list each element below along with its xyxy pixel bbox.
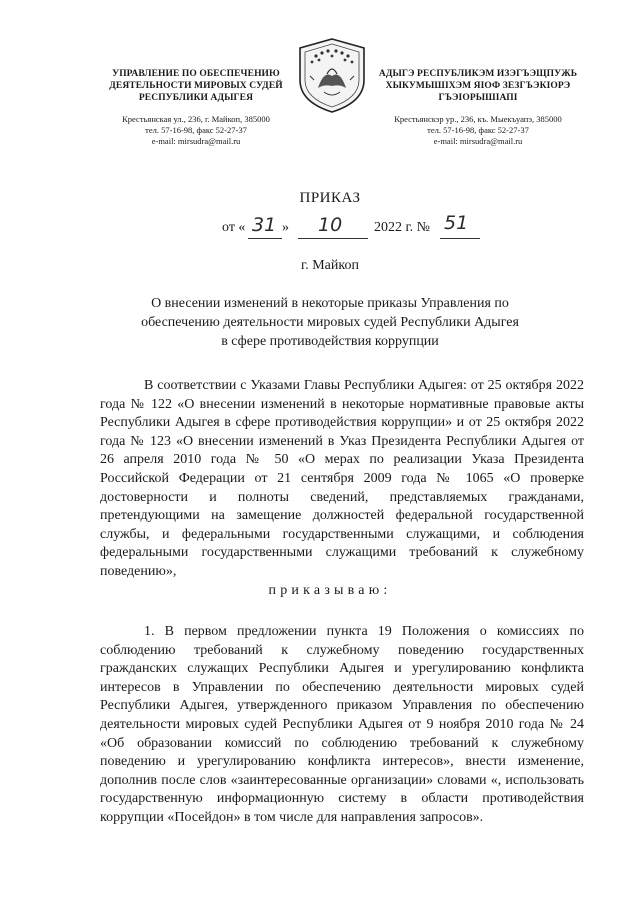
date-number-line [222, 212, 492, 240]
date-mid: » [282, 220, 289, 235]
phone-line: тел. 57-16-98, факс 52-27-37 [427, 125, 529, 135]
subject-line: обеспечению деятельности мировых судей Республики Адыгея [141, 315, 519, 330]
coat-of-arms-emblem [294, 36, 370, 114]
org-line: ДЕЯТЕЛЬНОСТИ МИРОВЫХ СУДЕЙ [109, 81, 283, 91]
phone-line: тел. 57-16-98, факс 52-27-37 [145, 125, 247, 135]
doc-number-handwritten: 51 [444, 212, 469, 234]
subject-line: О внесении изменений в некоторые приказы Управления по [151, 296, 509, 311]
number-underline [440, 238, 480, 239]
org-line: ХЫКУМЫШІХЭМ ЯІОФ ЗЕЗГЪЭКІОРЭ [385, 81, 571, 91]
header-right [374, 68, 582, 147]
month-underline [298, 238, 368, 239]
address-line: Крестьянская ул., 236, г. Майкоп, 385000 [122, 114, 270, 124]
email-line: e-mail: mirsudra@mail.ru [151, 136, 241, 146]
org-line: ГЪЭІОРЫШІАПІ [438, 93, 518, 103]
address-line: Крестьянскэр ур., 236, къ. Мыекъуапэ, 385000 [394, 114, 562, 124]
date-year-number-label: 2022 г. № [374, 220, 431, 235]
document-title: ПРИКАЗ [299, 190, 361, 206]
subject-line: в сфере противодействия коррупции [221, 334, 439, 349]
order-word: приказываю: [268, 583, 392, 598]
document-subject [110, 294, 550, 351]
org-line: АДЫГЭ РЕСПУБЛИКЭМ ИЗЭГЪЭЩПУЖЬ [378, 69, 578, 79]
date-prefix: от « [222, 220, 246, 235]
preamble-paragraph: В соответствии с Указами Главы Республики Адыгея: от 25 октября 2022 года № 122 «О внесении изменений в некоторые нормативные правовые акты Республики Адыгея в сфере противодействия коррупции» и от 25 октября 2022 года № 123 «О внесении изменений в Указ Президента Республики Адыгея от 26 апреля 2010 года № 50 «О мерах по реализации Указа Президента Российской Федерации от 21 сентября 2009 года № 1065 «О проверке достоверности и полноты сведений, представляемых гражданами, претендующими на замещение должностей федеральной государственной службы, и федеральными государственными служащими, и соблюдения федеральными государственными служащими требований к служебному поведению», [100, 378, 584, 579]
org-line: РЕСПУБЛИКИ АДЫГЕЯ [138, 93, 254, 103]
city: г. Майкоп [301, 258, 359, 273]
org-line: УПРАВЛЕНИЕ ПО ОБЕСПЕЧЕНИЮ [112, 69, 280, 79]
address-ru [92, 114, 300, 147]
email-line: e-mail: mirsudra@mail.ru [433, 136, 523, 146]
item-1-paragraph: 1. В первом предложении пункта 19 Положения о комиссиях по соблюдению требований к служебному поведению государственных гражданских служащих Республики Адыгея и урегулированию конфликта интересов в Управлении по обеспечению деятельности мировых судей Республики Адыгея, утвержденного приказом Управления по обеспечению деятельности мировых судей Республики Адыгея от 9 ноября 2010 года № 24 «Об образовании комиссий по соблюдению требований к служебному поведению и урегулированию конфликта интересов», внести изменение, дополнив после слов «заинтересованные организации» словами «, использовать государственную информационную систему в области противодействия коррупции «Посейдон» в том числе для направления запросов». [100, 624, 584, 825]
org-name-ru [92, 68, 300, 104]
date-month-handwritten: 10 [318, 214, 343, 236]
address-ady [374, 114, 582, 147]
date-day-handwritten: 31 [252, 214, 277, 236]
day-underline [248, 238, 282, 239]
header-left [92, 68, 300, 147]
org-name-ady [374, 68, 582, 104]
